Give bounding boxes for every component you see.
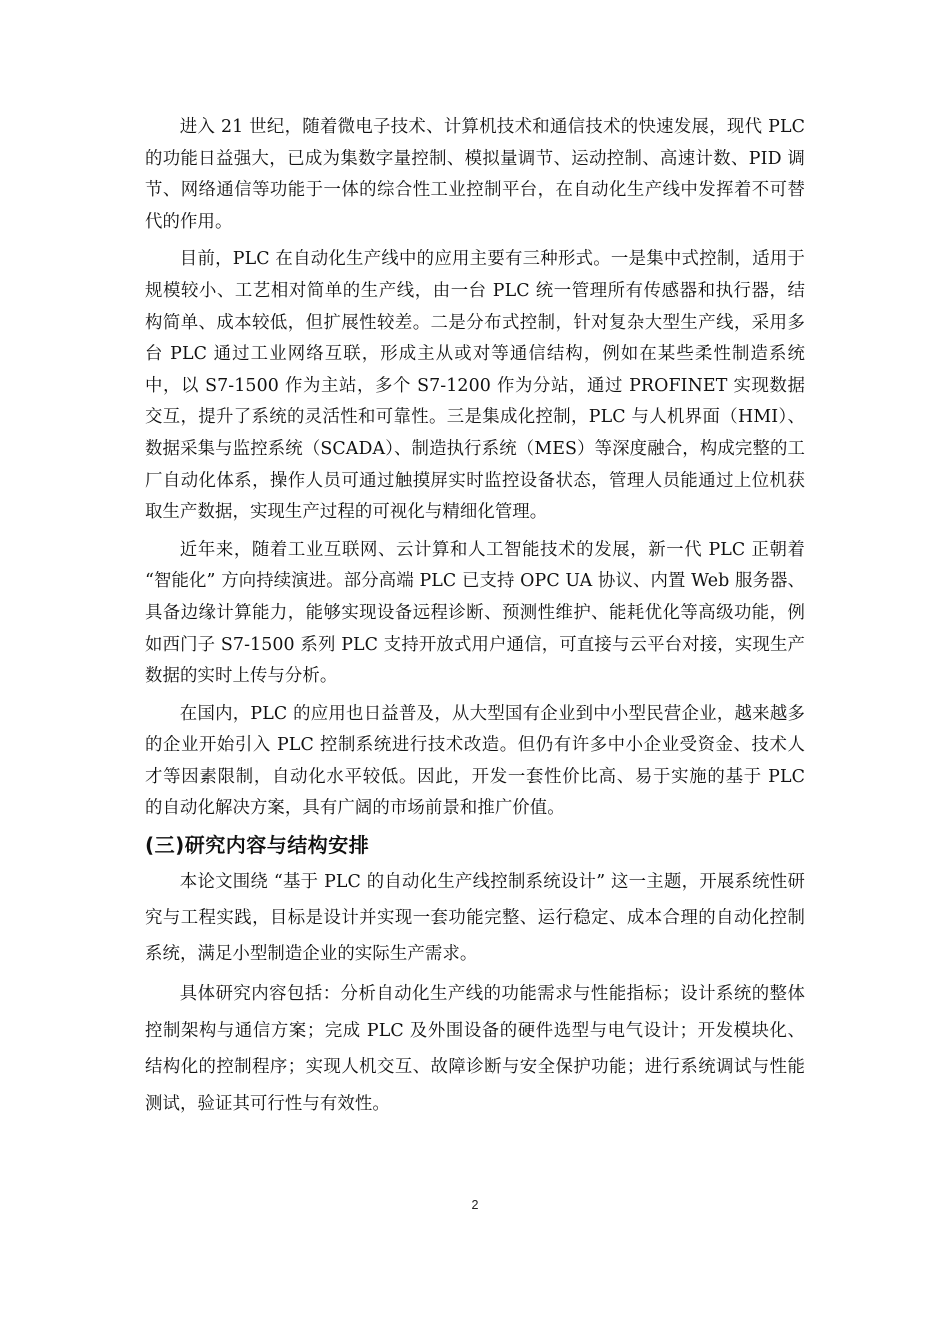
body-paragraph: 在国内，PLC 的应用也日益普及，从大型国有企业到中小型民营企业，越来越多的企业开始引入 PLC 控制系统进行技术改造。但仍有许多中小企业受资金、技术人才等因素限制，自动化水平较低。因此，开发一套性价比高、易于实施的基于 PLC 的自动化解决方案，具有广阔的市场前景和推广价值。 (145, 703, 805, 819)
body-paragraph: 目前，PLC 在自动化生产线中的应用主要有三种形式。一是集中式控制，适用于规模较小、工艺相对简单的生产线，由一台 PLC 统一管理所有传感器和执行器，结构简单、成本较低，但扩展性较差。二是分布式控制，针对复杂大型生产线，采用多台 PLC 通过工业网络互联，形成主从或对等通信结构，例如在某些柔性制造系统中，以 S7-1500 作为主站，多个 S7-1200 作为分站，通过 PROFINET 实现数据交互，提升了系统的灵活性和可靠性。三是集成化控制，PLC 与人机界面（HMI）、数据采集与监控系统（SCADA）、制造执行系统（MES）等深度融合，构成完整的工厂自动化体系，操作人员可通过触摸屏实时监控设备状态，管理人员能通过上位机获取生产数据，实现生产过程的可视化与精细化管理。 (145, 249, 805, 523)
page-number: 2 (471, 1198, 479, 1212)
body-paragraph: 近年来，随着工业互联网、云计算和人工智能技术的发展，新一代 PLC 正朝着 “智能化” 方向持续演进。部分高端 PLC 已支持 OPC UA 协议、内置 Web 服务器、具备边缘计算能力，能够实现设备远程诊断、预测性维护、能耗优化等高级功能，例如西门子 S7-1500 系列 PLC 支持开放式用户通信，可直接与云平台对接，实现生产数据的实时上传与分析。 (145, 539, 805, 687)
body-paragraph: 具体研究内容包括：分析自动化生产线的功能需求与性能指标；设计系统的整体控制架构与通信方案；完成 PLC 及外围设备的硬件选型与电气设计；开发模块化、结构化的控制程序；实现人机交互、故障诊断与安全保护功能；进行系统调试与性能测试，验证其可行性与有效性。 (145, 984, 805, 1114)
body-paragraph: 本论文围绕 “基于 PLC 的自动化生产线控制系统设计” 这一主题，开展系统性研究与工程实践，目标是设计并实现一套功能完整、运行稳定、成本合理的自动化控制系统，满足小型制造企业的实际生产需求。 (145, 872, 805, 965)
page-content (145, 112, 805, 1122)
body-paragraph: 进入 21 世纪，随着微电子技术、计算机技术和通信技术的快速发展，现代 PLC 的功能日益强大，已成为集数字量控制、模拟量调节、运动控制、高速计数、PID 调节、网络通信等功能于一体的综合性工业控制平台，在自动化生产线中发挥着不可替代的作用。 (145, 117, 805, 232)
section-heading: (三)研究内容与结构安排 (145, 833, 370, 858)
